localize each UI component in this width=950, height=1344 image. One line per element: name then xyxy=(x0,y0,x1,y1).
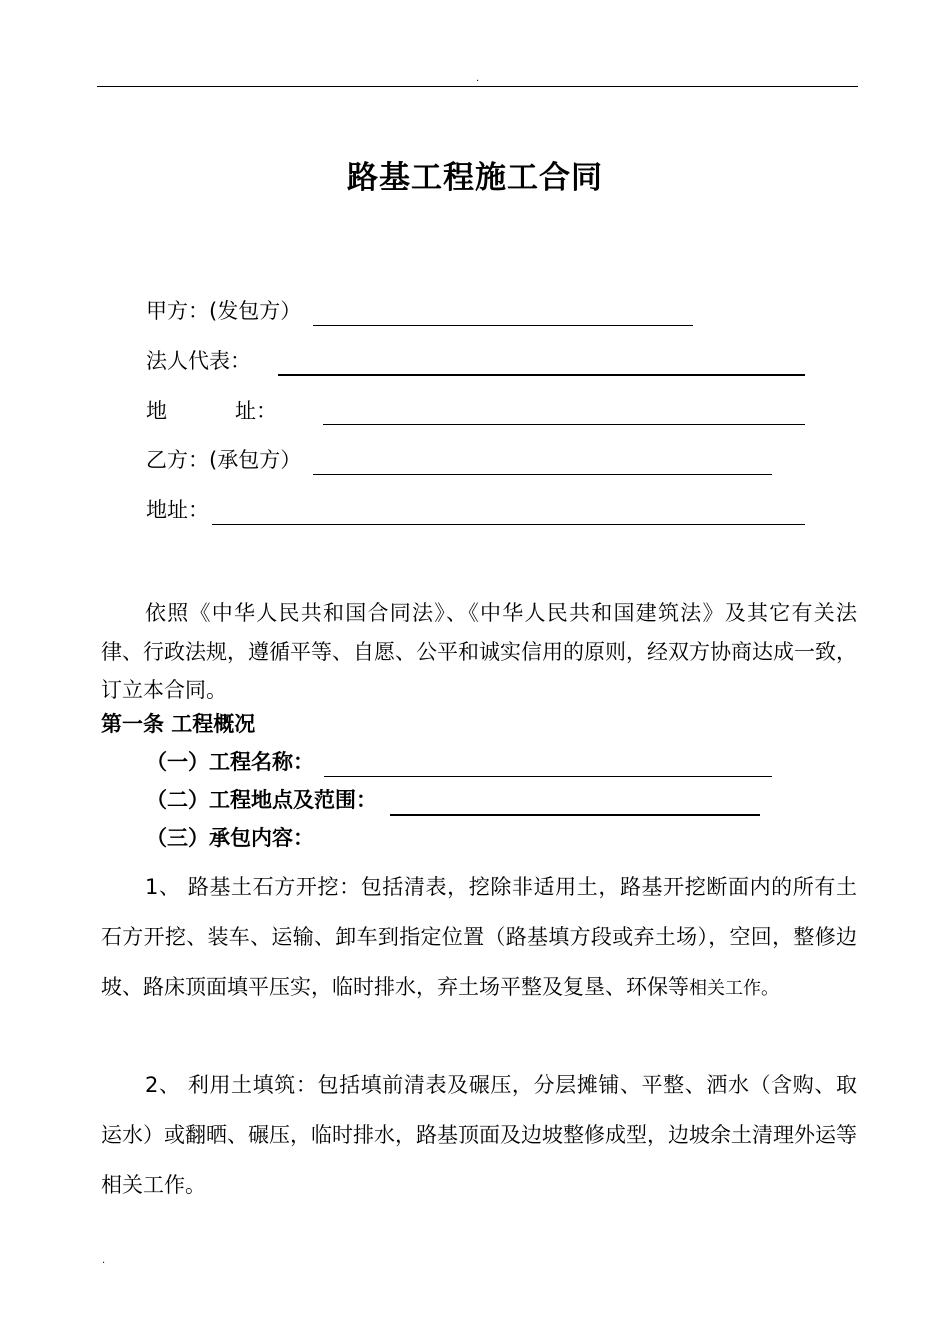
project-location-blank xyxy=(390,814,760,816)
project-location-label: （二）工程地点及范围： xyxy=(146,788,377,812)
clause-1-end-text: 作。 xyxy=(743,978,779,999)
legal-rep-label: 法人代表： xyxy=(146,349,251,373)
project-name-blank xyxy=(324,776,772,777)
project-name-label: （一）工程名称： xyxy=(146,750,314,774)
party-a-blank xyxy=(313,325,693,326)
intro-paragraph: 依照《中华人民共和国合同法》、《中华人民共和国建筑法》及其它有关法律、行政法规，遵循平等、自愿、公平和诚实信用的原则，经双方协商达成一致，订立本合同。 xyxy=(101,601,857,702)
header-mark: . xyxy=(476,73,480,84)
address-a-label-char2: 址： xyxy=(235,399,277,423)
party-b-blank xyxy=(313,474,772,475)
header-rule xyxy=(97,86,858,87)
article-1-heading: 第一条 工程概况 xyxy=(101,712,256,736)
address-b-label: 地址： xyxy=(146,498,209,522)
address-a-label-char1: 地 xyxy=(146,399,167,423)
clause-1-paragraph xyxy=(101,862,857,1014)
party-b-label: 乙方：(承包方） xyxy=(146,448,302,472)
party-a-label: 甲方：(发包方） xyxy=(146,299,302,323)
document-title: 路基工程施工合同 xyxy=(347,160,603,196)
footer-mark: . xyxy=(102,1255,106,1266)
clause-1-small-text: 相关工 xyxy=(689,978,743,999)
clause-2-paragraph: 2、 利用土填筑：包括填前清表及碾压，分层摊铺、平整、洒水（含购、取运水）或翻晒、碾压，临时排水，路基顶面及边坡整修成型，边坡余土清理外运等相关工作。 xyxy=(101,1073,857,1197)
address-b-blank xyxy=(212,524,805,525)
legal-rep-blank xyxy=(278,374,805,376)
address-a-blank xyxy=(323,424,805,425)
clause-1-text: 1、 路基土石方开挖：包括清表，挖除非适用土，路基开挖断面内的所有土石方开挖、装车、运输、卸车到指定位置（路基填方段或弃土场），空回，整修边坡、路床顶面填平压实，临时排水，弃土场平整及复垦、环保等 xyxy=(101,875,857,999)
contract-scope-label: （三）承包内容： xyxy=(146,826,314,850)
